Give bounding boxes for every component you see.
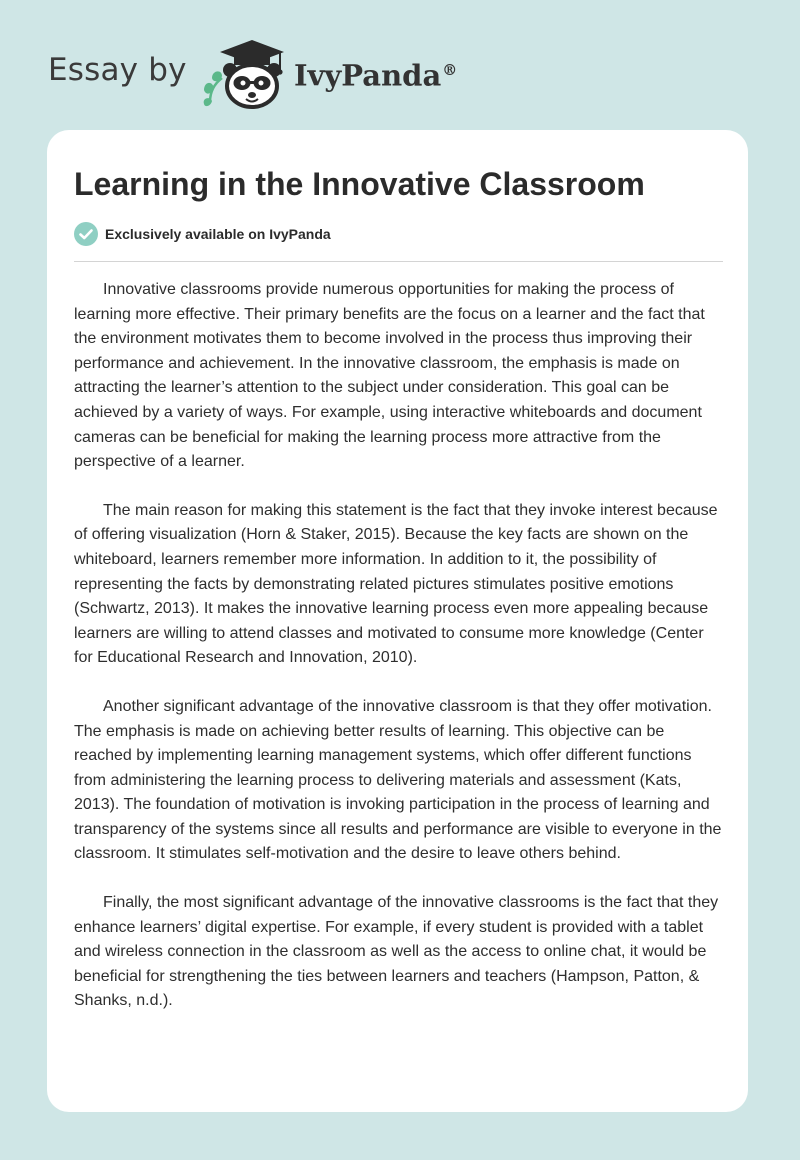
essay-paragraph: Another significant advantage of the innovative classroom is that they offer motivation. The emphasis is made on achieving better results of learning. This objective can be reached by implementing learning management systems, which offer different functions from administering the learning process to delivering materials and assessment (Kats, 2013). The foundation of motivation is invoking participation in the process of learning and transparency of the systems since all results and performance are visible to everyone in the classroom. It stimulates self-motivation and the desire to leave others behind. bbox=[74, 697, 722, 863]
ivy-leaf-icon bbox=[204, 71, 222, 106]
panda-logo-icon[interactable] bbox=[200, 38, 290, 110]
essay-card bbox=[47, 130, 748, 1112]
essay-paragraph: Innovative classrooms provide numerous opportunities for making the process of learning more effective. Their primary benefits are the focus on a learner and the fact that the environment motivates them to become involved in the process thus improving their performance and achievement. In the innovative classroom, the emphasis is made on attracting the learner’s attention to the subject under consideration. This goal can be achieved by a variety of ways. For example, using interactive whiteboards and document cameras can be beneficial for making the learning process more attractive from the perspective of a learner. bbox=[74, 281, 705, 471]
registered-mark: ® bbox=[442, 61, 458, 79]
essay-title: Learning in the Innovative Classroom bbox=[74, 166, 645, 202]
exclusive-badge-label: Exclusively available on IvyPanda bbox=[105, 226, 331, 242]
brand-name[interactable] bbox=[294, 50, 457, 96]
checkmark-circle-icon bbox=[74, 222, 98, 246]
exclusive-badge bbox=[74, 222, 331, 246]
essay-by-label: Essay by bbox=[48, 52, 187, 88]
essay-paragraph: The main reason for making this statement is the fact that they invoke interest because of offering visualization (Horn & Staker, 2015). Because the key facts are shown on the whiteboard, learners remember more information. In addition to it, the possibility of representing the facts by demonstrating related pictures stimulates positive emotions (Schwartz, 2013). It makes the innovative learning process even more appealing because learners are willing to attend classes and motivated to consume more knowledge (Center for Educational Research and Innovation, 2010). bbox=[74, 501, 718, 667]
title-divider bbox=[74, 261, 723, 262]
essay-body bbox=[74, 278, 726, 1038]
site-header bbox=[0, 0, 800, 130]
essay-paragraph: Finally, the most significant advantage of the innovative classrooms is the fact that they enhance learners’ digital expertise. For example, if every student is provided with a tablet and wireless connection in the classroom as well as the access to online chat, it would be beneficial for strengthening the ties between learners and teachers (Hampson, Patton, & Shanks, n.d.). bbox=[74, 894, 719, 1010]
brand-name-text: IvyPanda bbox=[294, 58, 442, 93]
